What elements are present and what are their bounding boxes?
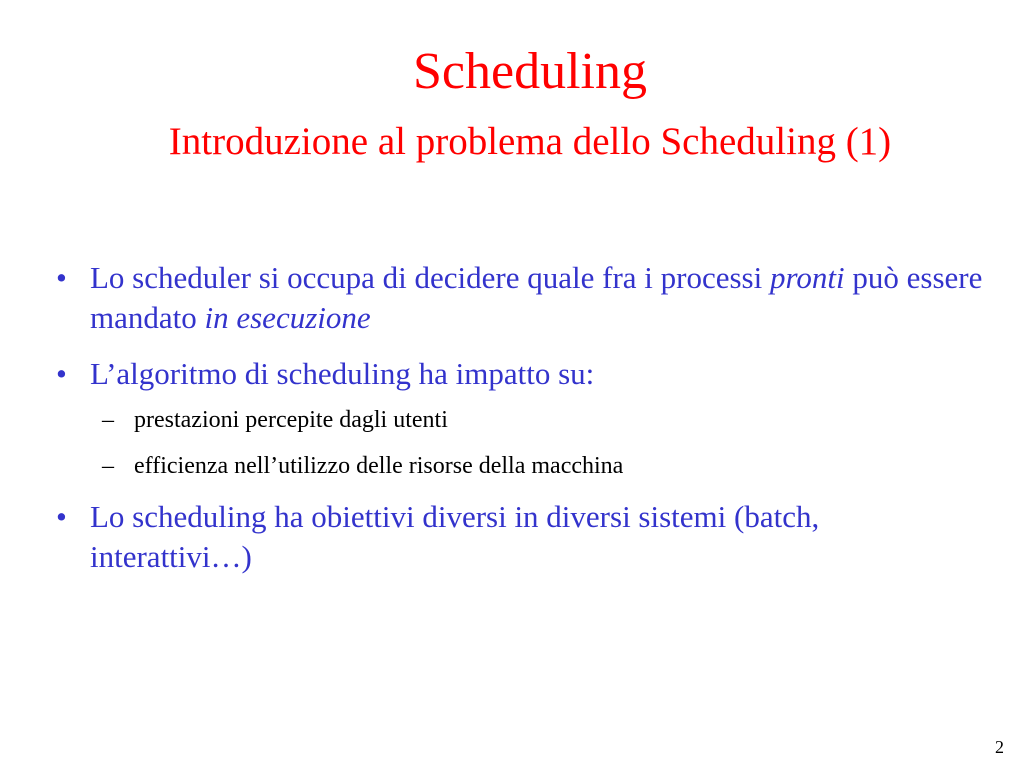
page-number: 2: [995, 737, 1004, 757]
bullet-item-algoritmo: [56, 354, 986, 394]
bullet-text: [90, 258, 986, 338]
bullet-icon: •: [56, 499, 67, 534]
bullet-text-part: può essere mandato: [90, 260, 983, 335]
dash-icon: –: [102, 453, 114, 479]
bullet-text-italic: in esecuzione: [204, 300, 371, 335]
bullet-text: Lo scheduling ha obiettivi diversi in diversi sistemi (batch, interattivi…): [90, 499, 820, 574]
bullet-item-obiettivi: [56, 497, 986, 577]
sub-item-efficienza: [102, 450, 962, 482]
dash-icon: –: [102, 407, 114, 433]
bullet-text: L’algoritmo di scheduling ha impatto su:: [90, 356, 595, 391]
bullet-text-italic: pronti: [770, 260, 845, 295]
bullet-item-scheduler: [56, 258, 986, 338]
slide-title: Scheduling: [413, 43, 647, 100]
bullet-text-part: Lo scheduler si occupa di decidere quale fra i processi: [90, 260, 770, 295]
sub-item-text: efficienza nell’utilizzo delle risorse della macchina: [134, 453, 624, 479]
sub-item-prestazioni: [102, 404, 962, 436]
bullet-icon: •: [56, 260, 67, 295]
slide-subtitle: Introduzione al problema dello Scheduling (1): [168, 120, 892, 163]
bullet-icon: •: [56, 356, 67, 391]
sub-item-text: prestazioni percepite dagli utenti: [134, 407, 448, 433]
